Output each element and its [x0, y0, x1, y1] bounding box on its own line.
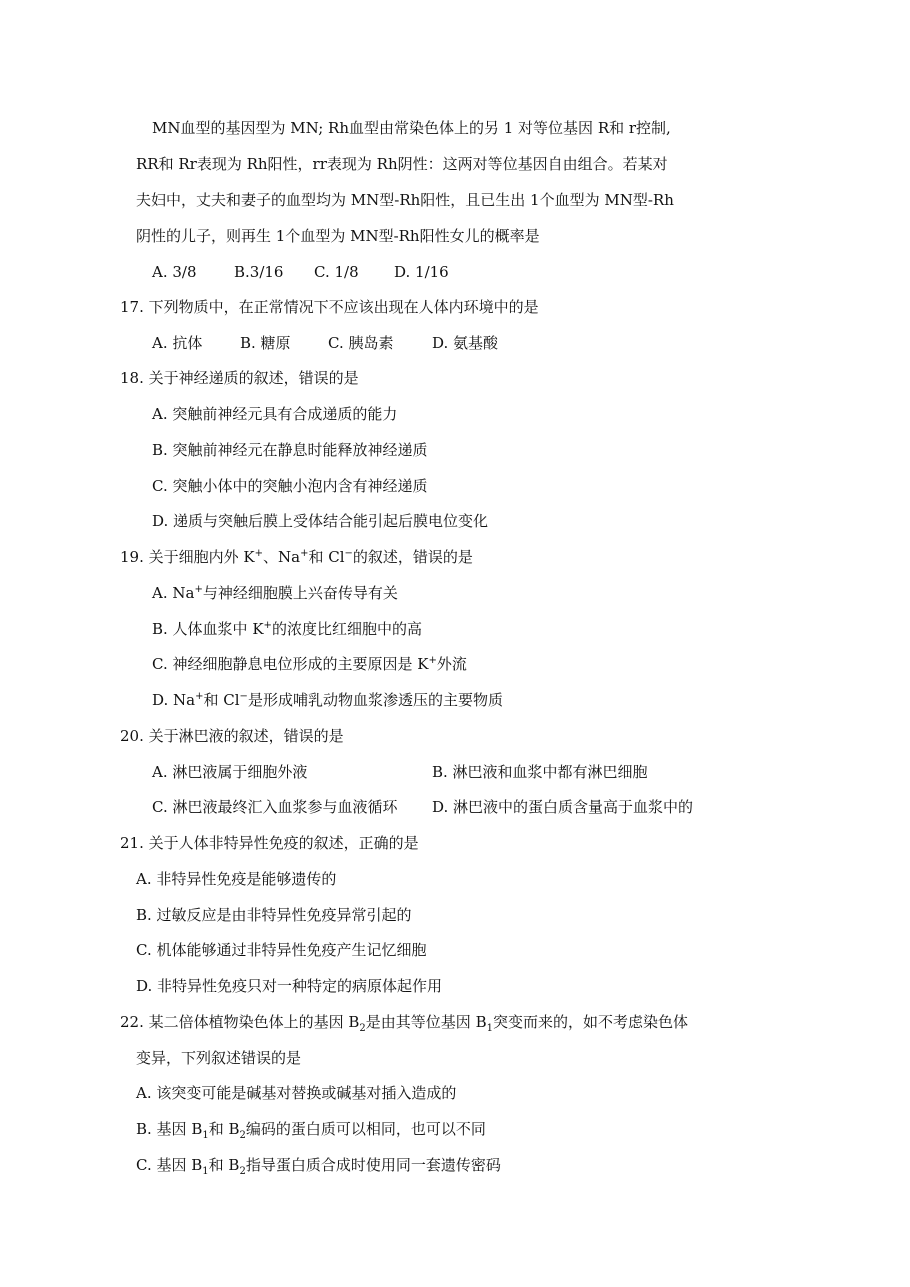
option-text: A. Na [152, 584, 195, 602]
q19-stem-text: 19. 关于细胞内外 K [120, 548, 255, 566]
q21-option-d: D. 非特异性免疫只对一种特定的病原体起作用 [136, 977, 443, 995]
q22-stem-line-2: 变异，下列叙述错误的是 [136, 1049, 302, 1067]
option-text: 编码的蛋白质可以相同，也可以不同 [245, 1120, 486, 1138]
option-text: D. Na [152, 691, 196, 709]
q17-option-b: B. 糖原 [240, 334, 291, 352]
q18-option-a: A. 突触前神经元具有合成递质的能力 [152, 405, 398, 423]
subscript-1: 1 [202, 1130, 209, 1141]
q19-stem-text: 和 Cl [308, 548, 345, 566]
q21-option-b: B. 过敏反应是由非特异性免疫异常引起的 [136, 906, 412, 924]
q22-stem-text: 是由其等位基因 B [365, 1013, 487, 1031]
option-text: 外流 [436, 655, 467, 673]
q19-option-a [152, 583, 398, 603]
option-text: 是形成哺乳动物血浆渗透压的主要物质 [247, 691, 503, 709]
superscript-plus: + [254, 548, 263, 559]
q18-stem: 18. 关于神经递质的叙述，错误的是 [120, 369, 359, 387]
option-text: 指导蛋白质合成时使用同一套遗传密码 [245, 1156, 501, 1174]
q16-stem-line-2: RR和 Rr表现为 Rh阳性，rr表现为 Rh阴性：这两对等位基因自由组合。若某对 [136, 155, 668, 173]
q17-option-d: D. 氨基酸 [432, 334, 499, 352]
q19-option-d [152, 690, 503, 710]
q18-option-b: B. 突触前神经元在静息时能释放神经递质 [152, 441, 428, 459]
q21-option-c: C. 机体能够通过非特异性免疫产生记忆细胞 [136, 941, 427, 959]
q16-option-b: B.3/16 [234, 263, 284, 281]
option-text: B. 基因 B [136, 1120, 203, 1138]
q20-option-b: B. 淋巴液和血浆中都有淋巴细胞 [432, 763, 648, 781]
q19-stem-text: 的叙述，错误的是 [352, 548, 473, 566]
q17-options [152, 333, 498, 353]
superscript-minus: − [344, 548, 353, 559]
q22-stem-line-1 [120, 1012, 688, 1032]
superscript-plus: + [428, 655, 437, 666]
subscript-2: 2 [239, 1130, 246, 1141]
q22-option-c [136, 1155, 501, 1175]
q16-stem-line-3: 夫妇中，丈夫和妻子的血型均为 MN型-Rh阳性，且已生出 1个血型为 MN型-Rh [136, 191, 674, 209]
subscript-1: 1 [486, 1023, 493, 1034]
q16-option-a: A. 3/8 [152, 263, 197, 281]
q19-option-b [152, 619, 422, 639]
q22-stem-text: 22. 某二倍体植物染色体上的基因 B [120, 1013, 360, 1031]
subscript-2: 2 [359, 1023, 366, 1034]
q20-option-a: A. 淋巴液属于细胞外液 [152, 763, 308, 781]
q17-option-a: A. 抗体 [152, 334, 203, 352]
superscript-plus: + [300, 548, 309, 559]
q19-stem-text: 、Na [263, 548, 301, 566]
q21-stem: 21. 关于人体非特异性免疫的叙述，正确的是 [120, 834, 419, 852]
q22-option-b [136, 1119, 486, 1139]
option-text: 和 B [208, 1156, 240, 1174]
option-text: B. 人体血浆中 K [152, 620, 264, 638]
q19-stem [120, 547, 473, 567]
q20-option-c: C. 淋巴液最终汇入血浆参与血液循环 [152, 798, 398, 816]
q17-option-c: C. 胰岛素 [328, 334, 394, 352]
q20-option-d: D. 淋巴液中的蛋白质含量高于血浆中的 [432, 798, 694, 816]
superscript-plus: + [263, 620, 272, 631]
q16-option-c: C. 1/8 [314, 263, 359, 281]
option-text: C. 基因 B [136, 1156, 203, 1174]
option-text: C. 神经细胞静息电位形成的主要原因是 K [152, 655, 429, 673]
q16-stem-line-4: 阴性的儿子，则再生 1个血型为 MN型-Rh阳性女儿的概率是 [136, 227, 540, 245]
q22-option-a: A. 该突变可能是碱基对替换或碱基对插入造成的 [136, 1084, 457, 1102]
q16-stem-line-1: MN血型的基因型为 MN; Rh血型由常染色体上的另 1 对等位基因 R和 r控制, [152, 119, 671, 137]
option-text: 和 Cl [203, 691, 240, 709]
q19-option-c [152, 654, 467, 674]
q16-options [152, 262, 449, 282]
subscript-1: 1 [202, 1166, 209, 1177]
q22-stem-text: 突变而来的，如不考虑染色体 [492, 1013, 688, 1031]
superscript-minus: − [239, 691, 248, 702]
q17-stem: 17. 下列物质中，在正常情况下不应该出现在人体内环境中的是 [120, 298, 539, 316]
q20-stem: 20. 关于淋巴液的叙述，错误的是 [120, 727, 344, 745]
option-text: 的浓度比红细胞中的高 [271, 620, 422, 638]
q18-option-c: C. 突触小体中的突触小泡内含有神经递质 [152, 477, 428, 495]
superscript-plus: + [194, 584, 203, 595]
option-text: 和 B [208, 1120, 240, 1138]
option-text: 与神经细胞膜上兴奋传导有关 [202, 584, 398, 602]
q21-option-a: A. 非特异性免疫是能够遗传的 [136, 870, 337, 888]
q16-option-d: D. 1/16 [394, 263, 449, 281]
q18-option-d: D. 递质与突触后膜上受体结合能引起后膜电位变化 [152, 512, 489, 530]
superscript-plus: + [195, 691, 204, 702]
subscript-2: 2 [239, 1166, 246, 1177]
